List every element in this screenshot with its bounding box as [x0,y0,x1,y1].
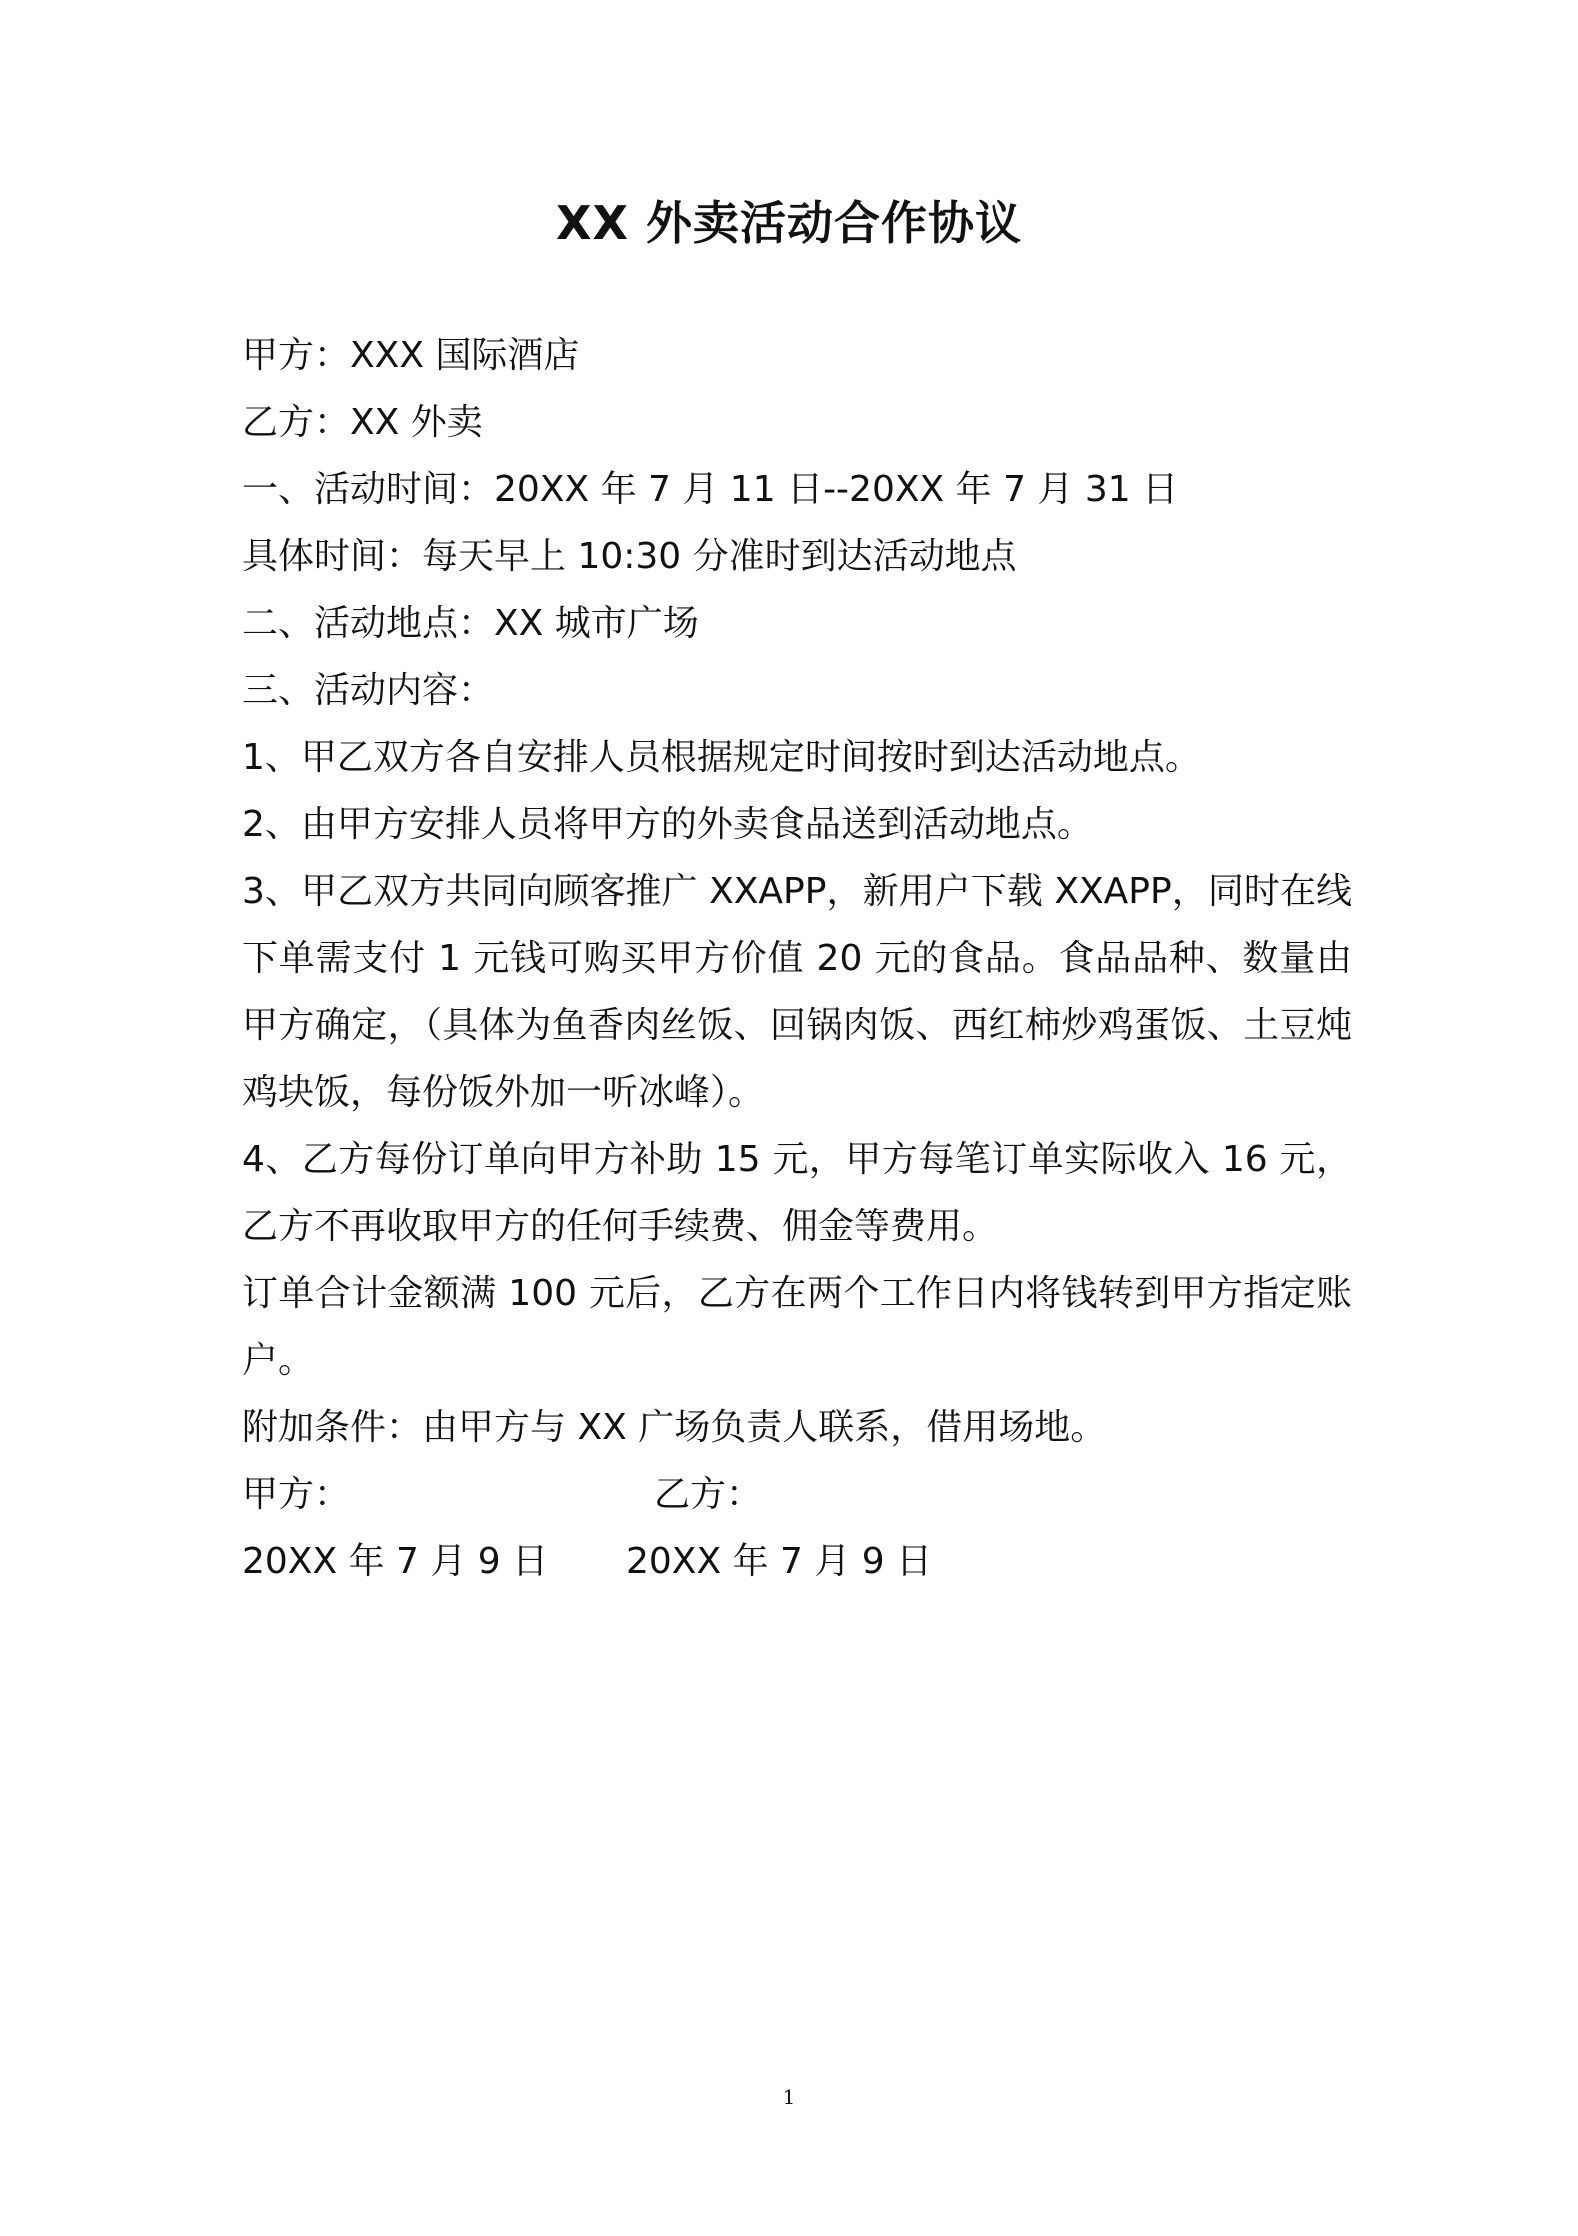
agreement-body [242,322,1352,1595]
settlement-paragraph: 订单合计金额满 100 元后，乙方在两个工作日内将钱转到甲方指定账户。 [242,1273,1352,1381]
party-a-line: 甲方：XXX 国际酒店 [242,335,580,376]
activity-content-heading: 三、活动内容： [242,670,495,711]
page-number: 1 [782,2085,796,2109]
content-item-2: 2、由甲方安排人员将甲方的外卖食品送到活动地点。 [242,804,1093,845]
specific-time-line: 具体时间：每天早上 10:30 分准时到达活动地点 [242,536,1017,577]
content-item-4: 4、乙方每份订单向甲方补助 15 元，甲方每笔订单实际收入 16 元，乙方不再收取甲方的任何手续费、佣金等费用。 [242,1139,1352,1247]
party-b-signature-date: 20XX 年 7 月 9 日 [626,1541,933,1582]
party-b-signature-label: 乙方： [654,1474,763,1515]
activity-location-line: 二、活动地点：XX 城市广场 [242,603,699,644]
signature-labels-row [242,1461,1352,1528]
content-item-1: 1、甲乙双方各自安排人员根据规定时间按时到达活动地点。 [242,737,1201,778]
signature-dates-row [242,1528,1352,1595]
party-b-line: 乙方：XX 外卖 [242,402,483,443]
activity-time-line: 一、活动时间：20XX 年 7 月 11 日--20XX 年 7 月 31 日 [242,469,1179,510]
party-a-signature-date: 20XX 年 7 月 9 日 [242,1541,549,1582]
party-a-signature-label: 甲方： [242,1474,351,1515]
additional-condition-line: 附加条件：由甲方与 XX 广场负责人联系，借用场地。 [242,1407,1107,1448]
content-item-3: 3、甲乙双方共同向顾客推广 XXAPP，新用户下载 XXAPP，同时在线下单需支付 1 元钱可购买甲方价值 20 元的食品。食品品种、数量由甲方确定，（具体为鱼香肉丝饭、回锅肉饭、西红柿炒鸡蛋饭、土豆炖鸡块饭，每份饭外加一听冰峰）。 [242,871,1352,1113]
document-title: XX 外卖活动合作协议 [556,196,1022,250]
